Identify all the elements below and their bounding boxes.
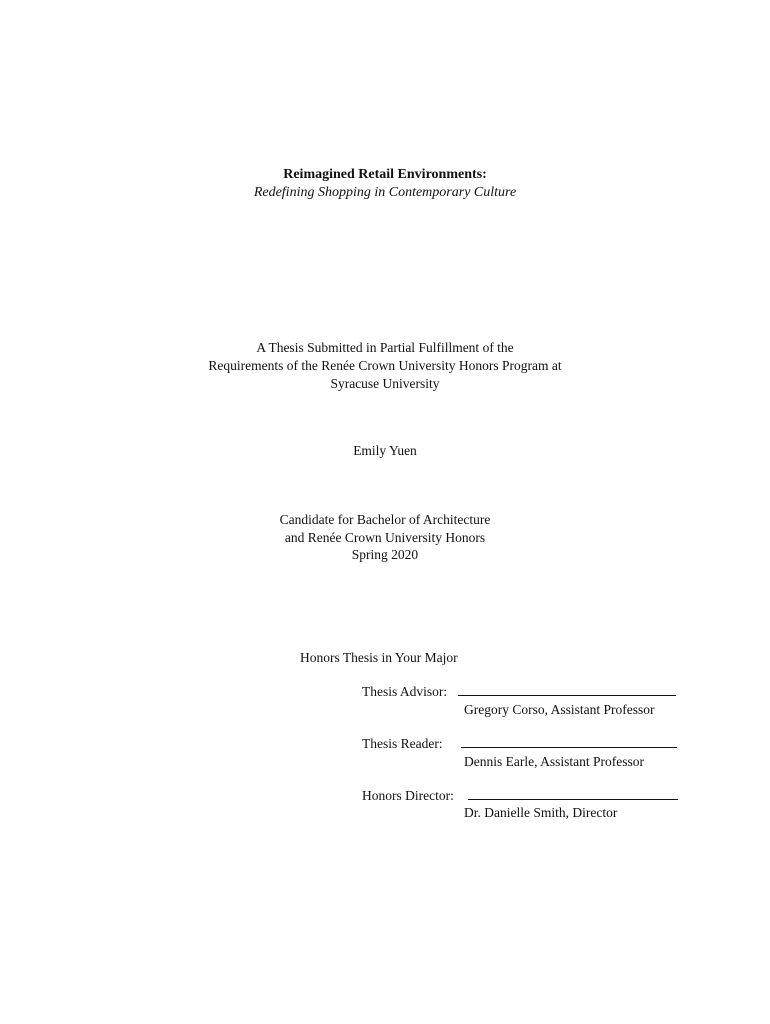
director-role-label: Honors Director: (362, 788, 454, 803)
honors-thesis-label: Honors Thesis in Your Major (300, 650, 458, 665)
reader-signature-line (461, 735, 677, 748)
author-name: Emily Yuen (353, 443, 417, 458)
director-name: Dr. Danielle Smith, Director (464, 805, 618, 820)
candidacy-line-3: Spring 2020 (351, 547, 419, 562)
candidacy-line-2: and Renée Crown University Honors (284, 530, 486, 545)
candidacy-line-1: Candidate for Bachelor of Architecture (279, 512, 491, 527)
thesis-subtitle: Redefining Shopping in Contemporary Culture (253, 185, 517, 200)
submission-line-1: A Thesis Submitted in Partial Fulfillment of the (256, 340, 514, 355)
thesis-title: Reimagined Retail Environments: (283, 167, 487, 182)
reader-role-label: Thesis Reader: (362, 736, 443, 751)
advisor-signature-row (362, 683, 447, 700)
submission-line-3: Syracuse University (330, 376, 440, 391)
reader-signature-row (362, 735, 443, 752)
advisor-signature-line (458, 683, 676, 696)
director-signature-row (362, 787, 454, 804)
director-signature-line (468, 787, 678, 800)
reader-name: Dennis Earle, Assistant Professor (464, 754, 644, 769)
advisor-name: Gregory Corso, Assistant Professor (464, 702, 655, 717)
submission-line-2: Requirements of the Renée Crown University Honors Program at (208, 358, 562, 373)
advisor-role-label: Thesis Advisor: (362, 684, 448, 699)
